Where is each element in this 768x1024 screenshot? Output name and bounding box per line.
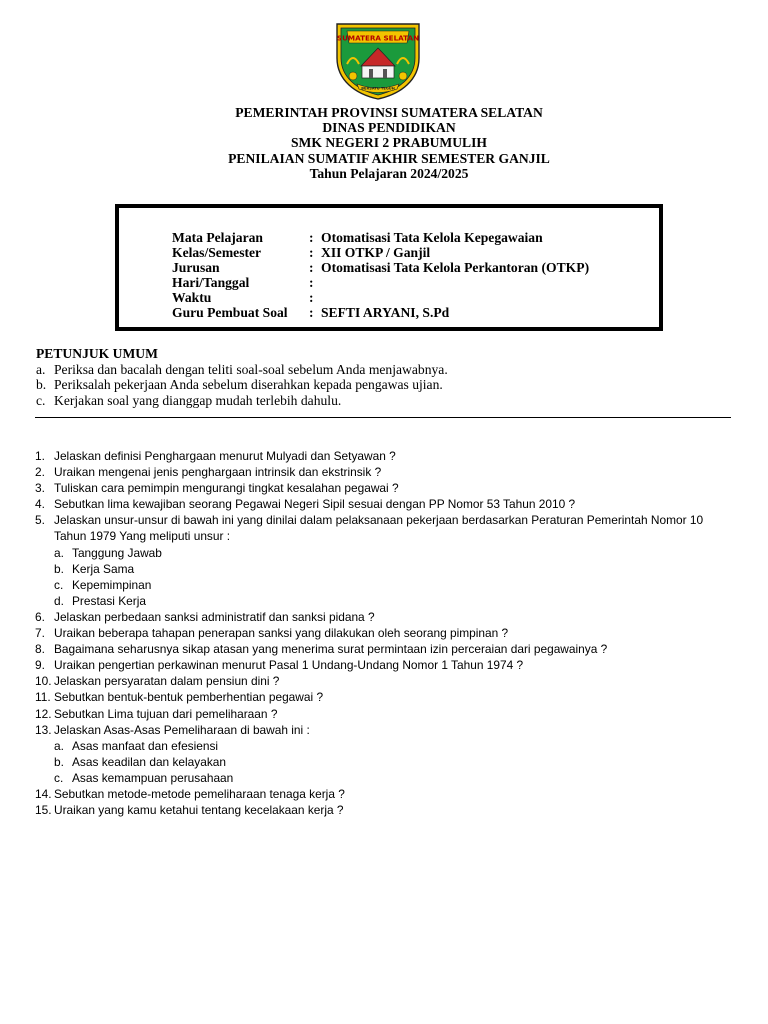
header-academic-year: Tahun Pelajaran 2024/2025 [309, 165, 469, 181]
question-sub-item: b. Kerja Sama [54, 561, 135, 576]
exam-info-box: Mata Pelajaran : Otomatisasi Tata Kelola Kepegawaian Kelas/Semester : XII OTKP / Ganjil Jurusan : Otomatisasi Tata Kelola Perkantoran (OTKP) Hari/Tanggal : Waktu : Guru Pembuat Soal : SEFTI ARYANI, S.Pd [115, 204, 663, 331]
info-value: Otomatisasi Tata Kelola Perkantoran (OTKP) [321, 260, 590, 275]
logo-title: SUMATERA SELATAN [336, 33, 420, 43]
header-school: SMK NEGERI 2 PRABUMULIH [291, 135, 487, 151]
instruction-item: b. Periksalah pekerjaan Anda sebelum diserahkan kepada pengawas ujian. [36, 377, 443, 392]
question-item: 15. Uraikan yang kamu ketahui tentang kecelakaan kerja ? [35, 803, 344, 818]
question-item: 5. Jelaskan unsur-unsur di bawah ini yang dinilai dalam pelaksanaan pekerjaan berdasarkan Peraturan Pemerintah Nomor 10 Tahun 1979 Yang meliputi unsur : [35, 513, 704, 544]
logo-motto: BERSATU TEGUH [361, 86, 395, 91]
instruction-item: c. Kerjakan soal yang dianggap mudah terlebih dahulu. [36, 392, 342, 408]
instruction-item: a. Periksa dan bacalah dengan teliti soal-soal sebelum Anda menjawabnya. [36, 361, 448, 377]
question-sub-item: b. Asas keadilan dan kelayakan [54, 754, 227, 769]
question-sub-item: d. Prestasi Kerja [54, 593, 147, 608]
sumatera-selatan-emblem-icon [331, 18, 425, 100]
question-item: 6. Jelaskan perbedaan sanksi administratif dan sanksi pidana ? [35, 609, 375, 624]
header-government: PEMERINTAH PROVINSI SUMATERA SELATAN [235, 105, 543, 120]
question-item: 11. Sebutkan bentuk-bentuk pemberhentian pegawai ? [35, 690, 324, 705]
question-sub-item: c. Asas kemampuan perusahaan [54, 770, 234, 785]
general-instructions [36, 346, 448, 408]
question-item: 13. Jelaskan Asas-Asas Pemeliharaan di bawah ini : [35, 722, 310, 737]
question-item: 1. Jelaskan definisi Penghargaan menurut Mulyadi dan Setyawan ? [35, 449, 396, 463]
section-divider [35, 417, 731, 418]
question-sub-item: c. Kepemimpinan [54, 577, 152, 592]
info-label: Kelas/Semester [172, 245, 262, 260]
question-sub-item: a. Asas manfaat dan efesiensi [54, 738, 219, 753]
question-item: 7. Uraikan beberapa tahapan penerapan sanksi yang dilakukan oleh seorang pimpinan ? [35, 626, 509, 641]
question-item: 9. Uraikan pengertian perkawinan menurut Pasal 1 Undang-Undang Nomor 1 Tahun 1974 ? [35, 658, 524, 673]
question-item: 10. Jelaskan persyaratan dalam pensiun dini ? [35, 674, 280, 689]
info-value: XII OTKP / Ganjil [321, 245, 431, 260]
question-item: 8. Bagaimana seharusnya sikap atasan yang menerima surat permintaan izin perceraian dari pegawainya ? [35, 642, 608, 657]
info-value: SEFTI ARYANI, S.Pd [321, 305, 450, 320]
info-value: Otomatisasi Tata Kelola Kepegawaian [321, 230, 543, 245]
question-sub-item: a. Tanggung Jawab [54, 545, 162, 560]
question-list [0, 448, 768, 818]
question-item: 3. Tuliskan cara pemimpin mengurangi tingkat kesalahan pegawai ? [35, 481, 399, 496]
info-label: Jurusan [172, 260, 220, 275]
instructions-title: PETUNJUK UMUM [36, 346, 158, 361]
info-label: Mata Pelajaran [172, 230, 263, 245]
header-exam-title: PENILAIAN SUMATIF AKHIR SEMESTER GANJIL [228, 150, 550, 166]
question-item: 12. Sebutkan Lima tujuan dari pemeliharaan ? [35, 706, 278, 721]
document-header [0, 105, 768, 181]
info-label: Waktu [172, 290, 212, 305]
question-item: 2. Uraikan mengenai jenis penghargaan intrinsik dan ekstrinsik ? [35, 465, 382, 480]
question-item: 14. Sebutkan metode-metode pemeliharaan tenaga kerja ? [35, 786, 345, 801]
info-label: Hari/Tanggal [172, 275, 250, 290]
info-label: Guru Pembuat Soal [172, 305, 288, 320]
question-item: 4. Sebutkan lima kewajiban seorang Pegawai Negeri Sipil sesuai dengan PP Nomor 53 Tahun 2010 ? [35, 497, 576, 512]
header-department: DINAS PENDIDIKAN [322, 120, 456, 136]
